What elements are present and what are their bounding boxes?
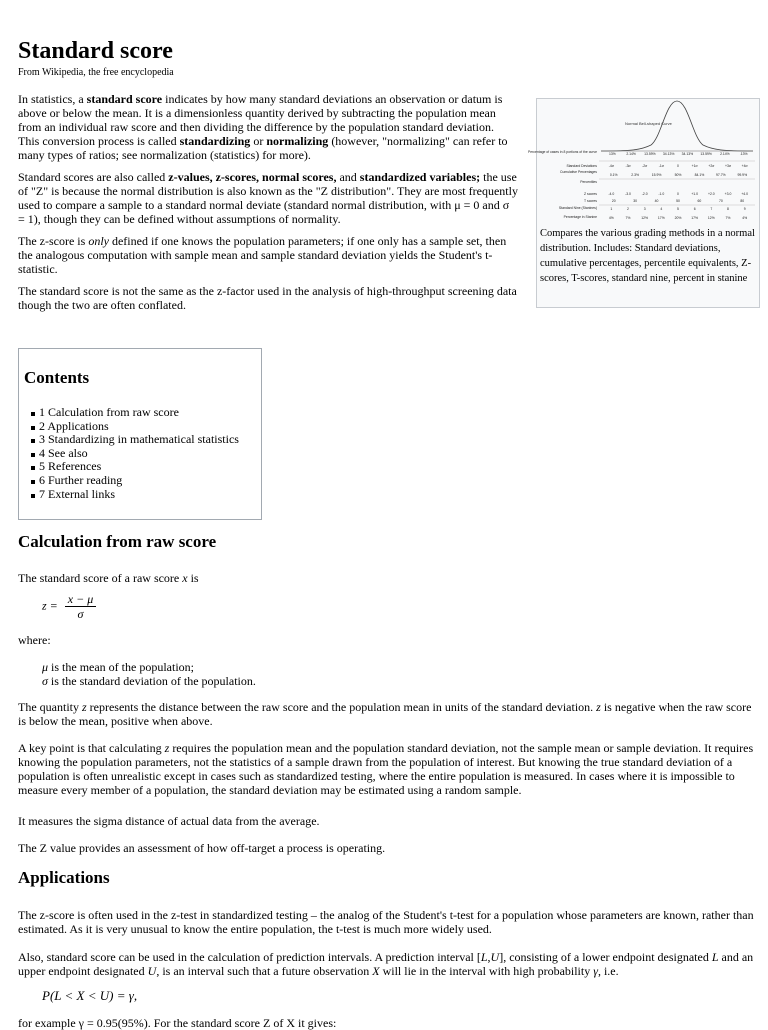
figure-zscore: -2.0 bbox=[641, 192, 648, 196]
toc-item[interactable]: 1 Calculation from raw score bbox=[39, 406, 239, 420]
math-var: γ bbox=[593, 964, 598, 978]
text: Standard scores are also called bbox=[18, 170, 169, 184]
math-var: z bbox=[596, 700, 601, 714]
figure-row-label: Percentage in Stanine bbox=[563, 215, 597, 219]
figure-stanine: 3 bbox=[643, 207, 646, 211]
bold-term: standardizing bbox=[179, 134, 251, 148]
figure-row-label: Cumulative Percentages bbox=[560, 170, 597, 174]
figure-stanine-pct: 4% bbox=[742, 216, 748, 220]
figure-portion: 2.14% bbox=[626, 152, 636, 156]
italic-term: only bbox=[88, 234, 109, 248]
figure-row-label: Percentiles bbox=[580, 180, 597, 184]
figure-tscore: 80 bbox=[740, 199, 745, 203]
text: or bbox=[250, 134, 267, 148]
figure-sd: +1σ bbox=[691, 164, 698, 168]
toc-item[interactable]: 2 Applications bbox=[39, 420, 239, 434]
bell-curve bbox=[601, 101, 753, 151]
intro-paragraph-1 bbox=[18, 92, 518, 162]
text: ], consisting of a lower endpoint designated bbox=[499, 950, 712, 964]
intro-paragraph-4: The standard score is not the same as the z-factor used in the analysis of high-throughput screening data though the two are often conflated. bbox=[18, 284, 517, 312]
section-heading-applications: Applications bbox=[18, 868, 110, 887]
page-title: Standard score bbox=[18, 38, 173, 64]
text: defined if one knows the population parameters; if one only has a sample set, then the analogous computation with sample mean and sample standard deviation yields the Student's t-statistic. bbox=[18, 234, 507, 276]
calc-paragraph-2 bbox=[18, 700, 760, 728]
text: and an upper endpoint designated bbox=[18, 950, 754, 978]
text: , i.e. bbox=[597, 964, 619, 978]
math-var: U bbox=[490, 950, 500, 964]
normal-distribution-image bbox=[528, 101, 757, 223]
toc-item[interactable]: 6 Further reading bbox=[39, 474, 239, 488]
apps-paragraph-1: The z-score is often used in the z-test in standardized testing – the analog of the Student's t-test for a population whose parameters are known, rather than estimated. As it is very unusual to know the entire population, the t-test is much more widely used. bbox=[18, 908, 754, 936]
math-var: x bbox=[182, 571, 188, 585]
figure-zscore: +2.0 bbox=[707, 192, 715, 196]
figure-cumulative: 0.1% bbox=[609, 173, 618, 177]
figure-stanine-pct: 7% bbox=[725, 216, 731, 220]
calc-paragraph-1 bbox=[18, 571, 760, 585]
toc-item[interactable]: 4 See also bbox=[39, 447, 239, 461]
figure-zscore: -3.0 bbox=[625, 192, 631, 196]
math-var: z bbox=[164, 741, 170, 755]
figure-stanine: 2 bbox=[627, 207, 629, 211]
intro-paragraph-2 bbox=[18, 170, 518, 226]
text: , is an interval such that a future observation bbox=[156, 964, 373, 978]
text: Also, standard score can be used in the calculation of prediction intervals. A prediction interval [ bbox=[18, 950, 481, 964]
figure-portion: 13% bbox=[608, 152, 616, 156]
text: indicates by how many standard deviations an observation or datum is above or below the mean. It is a dimensionless quantity derived by subtracting the population mean from an individual raw score and then dividing the difference by the population standard deviation. This conversion process is called bbox=[18, 92, 503, 148]
figure-stanine: 4 bbox=[660, 207, 663, 211]
figure-sd: +4σ bbox=[741, 164, 748, 168]
table-of-contents bbox=[18, 348, 262, 520]
toc-title: Contents bbox=[24, 368, 90, 387]
calc-paragraph-3 bbox=[18, 741, 760, 797]
where-label: where: bbox=[18, 633, 51, 647]
figure-row-label: T scores bbox=[584, 199, 597, 203]
toc-list bbox=[39, 406, 239, 501]
figure-stanine-pct: 7% bbox=[625, 216, 631, 220]
prediction-formula: P(L < X < U) = γ, bbox=[42, 988, 138, 1003]
text: (however, "normalizing" can refer to many types of ratios; see normalization (statistics) for more). bbox=[18, 134, 508, 162]
bold-term: standard score bbox=[86, 92, 163, 106]
figure-stanine-pct: 17% bbox=[691, 216, 699, 220]
apps-paragraph-2 bbox=[18, 950, 760, 978]
figure-portion: .13% bbox=[739, 152, 748, 156]
figure-cumulative: 15.9% bbox=[651, 173, 662, 177]
figure-normal-distribution bbox=[528, 98, 760, 308]
figure-cumulative: 84.1% bbox=[694, 173, 705, 177]
formula-fraction bbox=[65, 592, 96, 621]
page-subtitle: From Wikipedia, the free encyclopedia bbox=[18, 67, 174, 78]
text: is bbox=[187, 571, 199, 585]
figure-stanine: 9 bbox=[743, 207, 746, 211]
figure-portion: 34.13% bbox=[681, 152, 694, 156]
section-heading-calculation: Calculation from raw score bbox=[18, 532, 217, 551]
figure-row-label: Percentage of cases in 8 portions of the curve bbox=[528, 150, 597, 154]
math-var: L bbox=[711, 950, 719, 964]
figure-sd: -4σ bbox=[608, 164, 614, 168]
zscore-formula bbox=[42, 592, 96, 621]
figure-sd: -1σ bbox=[658, 164, 664, 168]
figure-cumulative: 50% bbox=[674, 173, 682, 177]
curve-label: Normal Bell-shaped Curve bbox=[625, 121, 672, 126]
figure-stanine: 1 bbox=[610, 207, 613, 211]
toc-item[interactable]: 3 Standardizing in mathematical statistics bbox=[39, 432, 239, 447]
math-var: σ bbox=[42, 674, 48, 688]
text: represents the distance between the raw score and the population mean in units of the standard deviation. bbox=[86, 700, 597, 714]
definition-mu bbox=[42, 660, 194, 674]
text: is negative when the raw score is below the mean, positive when above. bbox=[18, 700, 752, 728]
text: is the standard deviation of the population. bbox=[47, 674, 256, 688]
intro-section bbox=[18, 92, 518, 320]
formula-lhs: z = bbox=[42, 598, 58, 613]
figure-zscore: -4.0 bbox=[608, 192, 615, 196]
formula-numerator: x − μ bbox=[65, 592, 96, 607]
toc-item[interactable]: 5 References bbox=[39, 460, 239, 474]
bold-term: standardized variables; bbox=[359, 170, 481, 184]
text: requires the population mean and the population standard deviation, not the sample mean or sample deviation. It requires knowing the population parameters, not the statistics of a sample drawn from the population of interest. But knowing the true standard deviation of a population is often unrealistic except in cases such as standardized testing, where the entire population is measured. In cases where it is impossible to measure every member of a population, the standard deviation may be estimated using a random sample. bbox=[18, 741, 754, 797]
figure-stanine-pct: 20% bbox=[674, 216, 682, 220]
math-var: X bbox=[372, 964, 380, 978]
figure-stanine-pct: 4% bbox=[608, 216, 614, 220]
bold-term: z-values, z-scores, normal scores, bbox=[168, 170, 337, 184]
figure-tscore: 30 bbox=[633, 199, 638, 203]
text: In statistics, a bbox=[18, 92, 87, 106]
text: The z-score is bbox=[18, 234, 89, 248]
text: The quantity bbox=[18, 700, 82, 714]
figure-portion: 2.14% bbox=[720, 152, 730, 156]
figure-row-label: Standard Nine (Stanines) bbox=[558, 206, 597, 210]
figure-stanine: 6 bbox=[693, 207, 696, 211]
toc-item[interactable]: 7 External links bbox=[39, 488, 239, 502]
formula-denominator: σ bbox=[77, 607, 84, 621]
apps-paragraph-3: for example γ = 0.95(95%). For the standard score Z of X it gives: bbox=[18, 1016, 337, 1030]
figure-stanine: 5 bbox=[677, 207, 679, 211]
figure-zscore: -1.0 bbox=[658, 192, 665, 196]
figure-sd: 0 bbox=[677, 164, 679, 168]
math-var: z bbox=[81, 700, 87, 714]
text: , bbox=[487, 950, 491, 964]
figure-stanine: 8 bbox=[727, 207, 729, 211]
figure-tscore: 40 bbox=[654, 199, 659, 203]
intro-paragraph-3 bbox=[18, 234, 518, 276]
figure-tscore: 70 bbox=[718, 199, 723, 203]
bold-term: normalizing bbox=[266, 134, 329, 148]
figure-zscore: 0 bbox=[677, 192, 679, 196]
text: is the mean of the population; bbox=[48, 660, 194, 674]
figure-row-label: Z scores bbox=[584, 192, 597, 196]
figure-cumulative: 99.9% bbox=[737, 173, 748, 177]
calc-paragraph-5: The Z value provides an assessment of how off-target a process is operating. bbox=[18, 841, 386, 855]
figure-sd: -2σ bbox=[642, 164, 648, 168]
text: and bbox=[336, 170, 360, 184]
figure-tscore: 60 bbox=[697, 199, 702, 203]
figure-portion: 34.13% bbox=[662, 152, 675, 156]
calc-paragraph-4: It measures the sigma distance of actual data from the average. bbox=[18, 814, 320, 828]
figure-stanine: 7 bbox=[710, 207, 713, 211]
figure-caption: Compares the various grading methods in a normal distribution. Includes: Standard deviations, cumulative percentages, percentile equivalents, Z-scores, T-scores, standard nine, percent in stanine bbox=[540, 228, 755, 284]
figure-cumulative: 97.7% bbox=[716, 173, 726, 177]
math-var: U bbox=[147, 964, 157, 978]
figure-portion: 13.59% bbox=[700, 152, 712, 156]
figure-cumulative: 2.3% bbox=[631, 173, 640, 177]
math-var: μ bbox=[42, 660, 49, 674]
math-var: L bbox=[480, 950, 488, 964]
text: will lie in the interval with high probability bbox=[379, 964, 594, 978]
figure-sd: +2σ bbox=[708, 164, 715, 168]
text: the use of "Z" is because the normal distribution is also known as the "Z distribution". They are most frequently used to compare a sample to a standard normal deviate (standard normal distribution, with μ = 0 and σ = 1), though they can be defined without assumptions of normality. bbox=[18, 170, 518, 226]
figure-portion: 13.59% bbox=[644, 152, 656, 156]
figure-zscore: +3.0 bbox=[724, 192, 732, 196]
figure-zscore: +1.0 bbox=[691, 192, 699, 196]
figure-sd: +3σ bbox=[725, 164, 731, 168]
figure-stanine-pct: 12% bbox=[641, 216, 649, 220]
figure-tscore: 50 bbox=[676, 199, 680, 203]
figure-zscore: +4.0 bbox=[741, 192, 749, 196]
figure-row-label: Standard Deviations bbox=[566, 164, 597, 168]
figure-tscore: 20 bbox=[611, 199, 616, 203]
definition-sigma bbox=[42, 674, 256, 688]
text: A key point is that calculating bbox=[18, 741, 165, 755]
figure-stanine-pct: 12% bbox=[707, 216, 715, 220]
figure-stanine-pct: 17% bbox=[657, 216, 665, 220]
figure-sd: -3σ bbox=[625, 164, 631, 168]
text: The standard score of a raw score bbox=[18, 571, 183, 585]
